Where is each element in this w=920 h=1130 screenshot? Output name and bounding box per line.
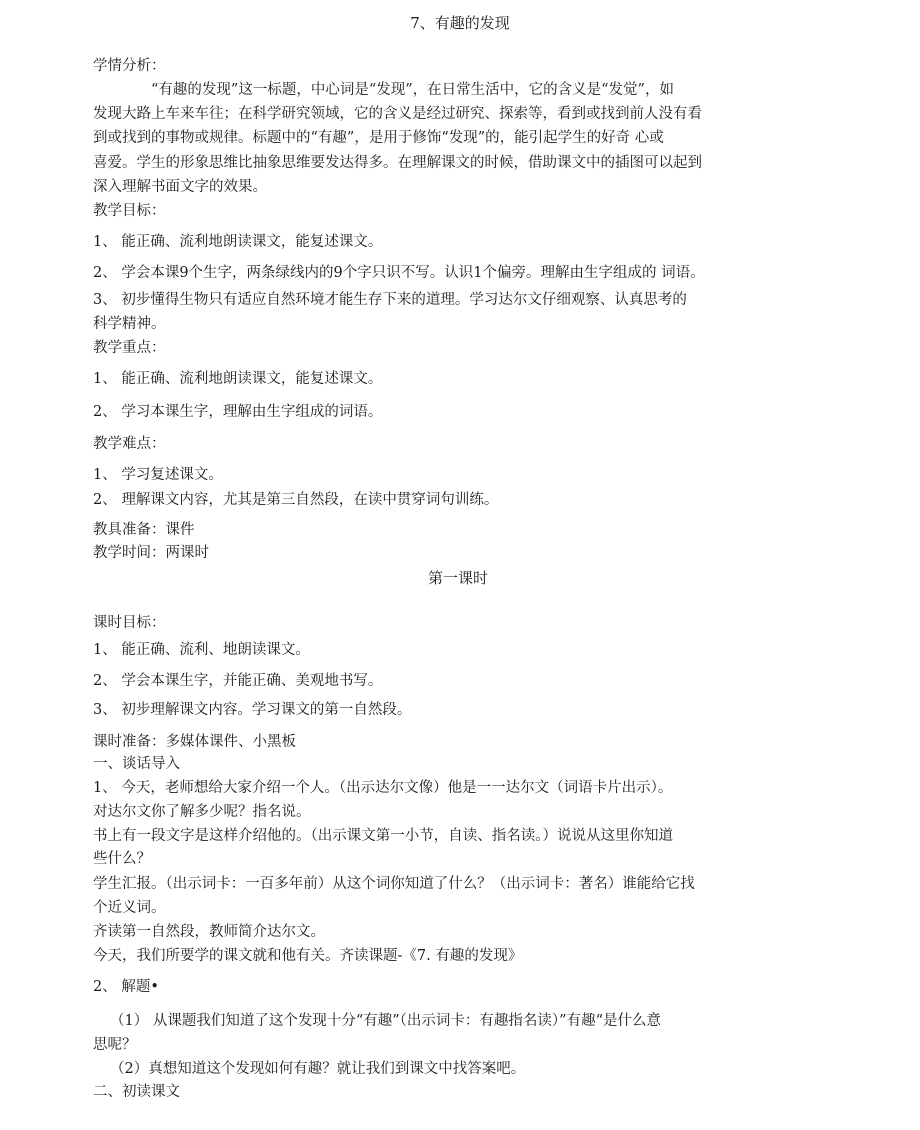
- document-title: 7、有趣的发现: [410, 14, 510, 32]
- learning-analysis-heading: 学情分析：: [93, 58, 166, 74]
- section1-line-5: 学生汇报。（出示词卡：一百多年前）从这个词你知道了什么？（出示词卡：著名）谁能给它找: [93, 876, 695, 892]
- section2-heading: 二、初读课文: [93, 1084, 180, 1100]
- section1-line-4: 些什么？: [93, 851, 151, 867]
- section1-line-1: 1、 今天，老师想给大家介绍一个人。（出示达尔文像）他是一一达尔文（词语卡片出示）。: [93, 780, 673, 796]
- analysis-line-3: 到或找到的事物或规律。标题中的“有趣”，是用于修饰“发现”的，能引起学生的好奇 心或: [93, 130, 664, 146]
- analysis-line-1: “有趣的发现”这一标题，中心词是“发现”，在日常生活中，它的含义是“发觉”，如: [151, 82, 674, 98]
- goal-item-3: 3、 初步懂得生物只有适应自然环境才能生存下来的道理。学习达尔文仔细观察、认真思考的: [93, 292, 687, 308]
- solve-heading: 2、 解题•: [93, 979, 159, 995]
- lesson-goal-2: 2、 学会本课生字，并能正确、美观地书写。: [93, 673, 383, 689]
- key-point-1: 1、 能正确、流利地朗读课文，能复述课文。: [93, 371, 383, 387]
- tools-line: 教具准备：课件: [93, 522, 195, 538]
- section1-line-6: 个近义词。: [93, 900, 166, 916]
- key-point-2: 2、 学习本课生字，理解由生字组成的词语。: [93, 404, 383, 420]
- lesson-goals-heading: 课时目标：: [93, 615, 166, 631]
- solve-item-1: （1） 从课题我们知道了这个发现十分“有趣”（出示词卡：有趣指名读）”有趣“是什么意: [110, 1013, 661, 1029]
- solve-item-2: （2）真想知道这个发现如何有趣？就让我们到课文中找答案吧。: [110, 1061, 526, 1077]
- analysis-line-4: 喜爱。学生的形象思维比抽象思维要发达得多。在理解课文的时候，借助课文中的插图可以起到: [93, 155, 702, 171]
- difficulty-2: 2、 理解课文内容，尤其是第三自然段，在读中贯穿词句训练。: [93, 492, 499, 508]
- section1-line-3: 书上有一段文字是这样介绍他的。（出示课文第一小节，自读、指名读。）说说从这里你知道: [93, 828, 673, 844]
- lesson-goal-1: 1、 能正确、流利、地朗读课文。: [93, 642, 310, 658]
- goals-heading: 教学目标：: [93, 203, 166, 219]
- key-points-heading: 教学重点：: [93, 340, 166, 356]
- section1-line-8: 今天，我们所要学的课文就和他有关。齐读课题-《7. 有趣的发现》: [93, 948, 523, 964]
- goal-item-1: 1、 能正确、流利地朗读课文，能复述课文。: [93, 234, 383, 250]
- lesson-one-title: 第一课时: [427, 569, 488, 587]
- goal-item-3-cont: 科学精神。: [93, 316, 166, 332]
- section1-line-2: 对达尔文你了解多少呢？指名说。: [93, 804, 311, 820]
- analysis-line-5: 深入理解书面文字的效果。: [93, 179, 267, 195]
- analysis-line-2: 发现大路上车来车往；在科学研究领域，它的含义是经过研究、探索等，看到或找到前人没有看: [93, 106, 702, 122]
- section1-heading: 一、谈话导入: [93, 756, 180, 772]
- lesson-goal-3: 3、 初步理解课文内容。学习课文的第一自然段。: [93, 702, 412, 718]
- time-line: 教学时间：两课时: [93, 545, 209, 561]
- difficulty-1: 1、 学习复述课文。: [93, 467, 223, 483]
- section1-line-7: 齐读第一自然段，教师简介达尔文。: [93, 924, 325, 940]
- solve-item-1-cont: 思呢？: [93, 1037, 137, 1053]
- difficulties-heading: 教学难点：: [93, 436, 166, 452]
- lesson-prep: 课时准备：多媒体课件、小黑板: [93, 734, 296, 750]
- goal-item-2: 2、 学会本课9个生字，两条绿线内的9个字只识不写。认识1个偏旁。理解由生字组成的 词语。: [93, 265, 705, 281]
